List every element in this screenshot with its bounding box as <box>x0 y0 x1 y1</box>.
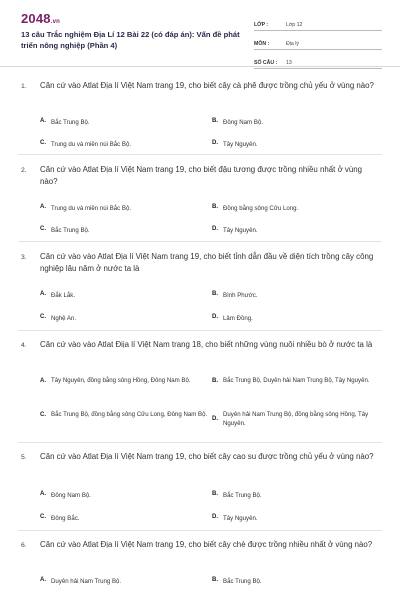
option-b[interactable]: B. Bắc Trung Bộ. <box>212 577 262 585</box>
option-a[interactable]: A. Duyên hải Nam Trung Bộ. <box>40 577 122 585</box>
meta-label: MÔN : <box>254 41 270 47</box>
question-divider <box>18 530 382 531</box>
question-text: Căn cứ vào vào Atlat Điịa lí Việt Nam trang 18, cho biết những vùng nuôi nhiều bò ở nước ta là <box>40 340 373 349</box>
meta-value: 13 <box>286 60 292 66</box>
option-b[interactable]: B. Bình Phước. <box>212 291 258 299</box>
option-a[interactable]: A. Tây Nguyên, đồng bằng sông Hồng, Đông Nam Bộ. <box>40 377 191 384</box>
question-divider <box>18 330 382 331</box>
question-number: 3. <box>21 254 27 261</box>
page-title: 13 câu Trắc nghiệm Địa Lí 12 Bài 22 (có đáp án): Vấn đề phát triển nông nghiệp (Phần 4) <box>21 30 240 50</box>
meta-value: Lớp 12 <box>286 22 303 28</box>
site-logo[interactable] <box>21 11 60 26</box>
option-a[interactable]: A. Bắc Trung Bộ. <box>40 118 90 126</box>
option-d[interactable]: D. Lâm Đồng. <box>212 314 253 322</box>
question-divider <box>18 241 382 242</box>
logo-text: 2048 <box>21 11 51 26</box>
option-c[interactable]: C. Đông Bắc. <box>40 514 80 522</box>
option-d[interactable]: D. Duyên hải Nam Trung Bộ, đồng bằng sông Hồng, Tây Nguyên. <box>212 411 369 427</box>
question-text: Căn cứ vào Atlat Địa lí Việt Nam trang 19, cho biết cây cà phê được trồng chủ yếu ở vùng nào? <box>40 81 374 90</box>
option-b[interactable]: B. Bắc Trung Bộ. <box>212 491 262 499</box>
option-b[interactable]: B. Đông Nam Bộ. <box>212 118 263 126</box>
logo-suffix: .vn <box>50 19 61 25</box>
option-d[interactable]: D. Tây Nguyên. <box>212 140 258 148</box>
option-b[interactable]: B. Đồng bằng sông Cửu Long. <box>212 204 299 212</box>
question-text: Căn cứ vào vào Atlat Địa lí Việt Nam trang 19, cho biết tỉnh dẫn đầu về diện tích trồng cây công nghiệp lâu năm ở nước ta là <box>40 252 374 273</box>
question-number: 2. <box>21 167 27 174</box>
option-d[interactable]: D. Tây Nguyên. <box>212 226 258 234</box>
option-b[interactable]: B. Bắc Trung Bộ, Duyên hải Nam Trung Bộ, Tây Nguyên. <box>212 377 370 384</box>
question-divider <box>18 442 382 443</box>
header-divider <box>0 66 400 67</box>
option-c[interactable]: C. Bắc Trung Bộ, đồng bằng sông Cửu Long, Đông Nam Bộ. <box>40 411 208 418</box>
question-number: 1. <box>21 83 27 90</box>
option-d[interactable]: D. Tây Nguyên. <box>212 514 258 522</box>
question-number: 4. <box>21 342 27 349</box>
option-a[interactable]: A. Trung du và miền núi Bắc Bộ. <box>40 204 132 212</box>
meta-label: LỚP : <box>254 22 269 28</box>
option-c[interactable]: C. Nghệ An. <box>40 314 77 322</box>
option-c[interactable]: C. Trung du và miền núi Bắc Bộ. <box>40 140 132 148</box>
question-text: Căn cứ vào Atlat Địa lí Việt Nam trang 19, cho biết cây cao su được trồng chủ yếu ở vùng nào? <box>40 452 374 461</box>
question-divider <box>18 154 382 155</box>
option-a[interactable]: A. Đông Nam Bộ. <box>40 491 91 499</box>
meta-value: Địa lý <box>286 41 299 47</box>
meta-table <box>254 14 382 71</box>
option-c[interactable]: C. Bắc Trung Bộ. <box>40 226 90 234</box>
page-header <box>0 0 400 66</box>
question-text: Căn cứ vào Atlat Địa lí Việt Nam trang 19, cho biết cây chè được trồng nhiều nhất ở vùng nào? <box>40 540 373 549</box>
question-number: 6. <box>21 542 27 549</box>
option-a[interactable]: A. Đắk Lắk. <box>40 291 76 299</box>
question-number: 5. <box>21 454 27 461</box>
meta-row-subject <box>254 33 382 50</box>
meta-label: SỐ CÂU : <box>254 60 278 66</box>
meta-row-class <box>254 14 382 31</box>
question-text: Căn cứ vào Atlat Địa lí Việt Nam trang 19, cho biết đậu tương được trồng nhiều nhất ở vùng nào? <box>40 165 363 186</box>
